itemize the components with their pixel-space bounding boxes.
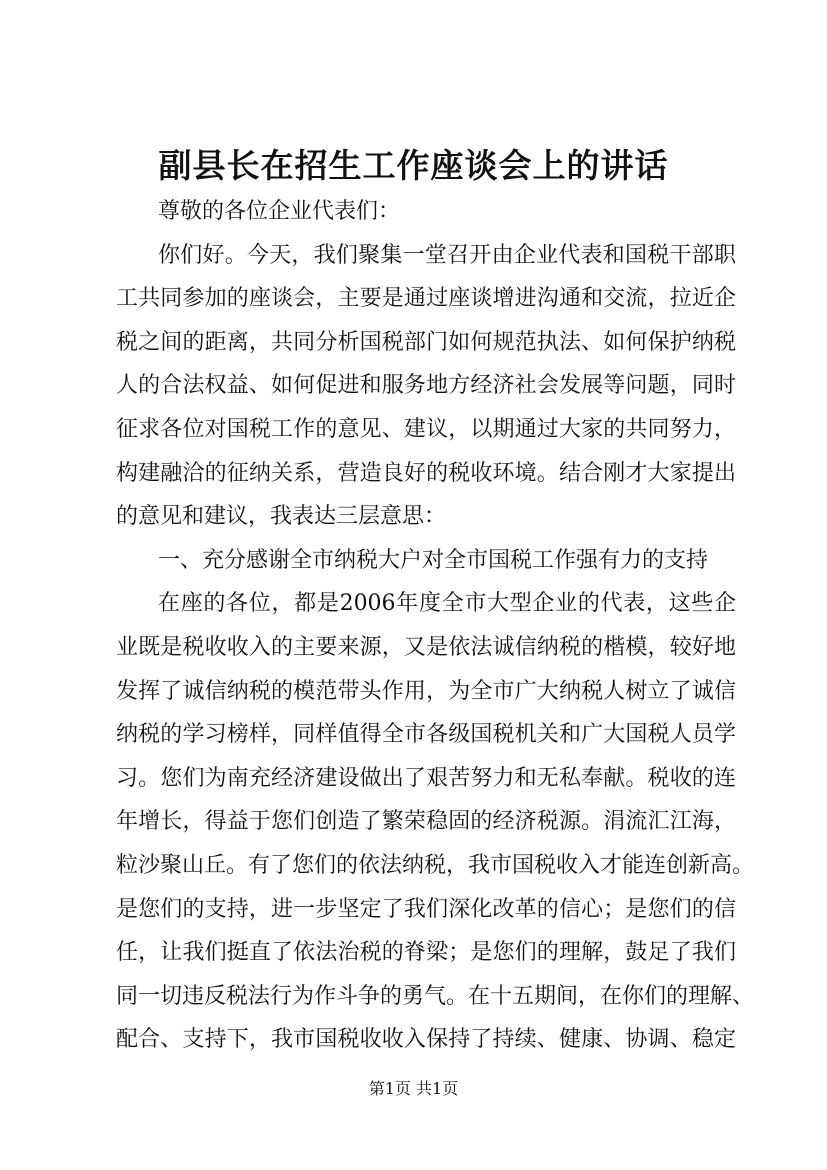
paragraph-line: 你们好。今天，我们聚集一堂召开由企业代表和国税干部职 [158, 242, 736, 268]
paragraph-line: 在座的各位，都是2006年度全市大型企业的代表，这些企 [158, 591, 736, 617]
paragraph-line: 年增长，得益于您们创造了繁荣稳固的经济税源。涓流汇江海， [116, 809, 736, 835]
paragraph-line: 的意见和建议，我表达三层意思： [116, 504, 447, 530]
salutation-line: 尊敬的各位企业代表们： [158, 199, 401, 224]
paragraph-line: 习。您们为南充经济建设做出了艰苦努力和无私奉献。税收的连 [116, 765, 736, 791]
document-title: 副县长在招生工作座谈会上的讲话 [158, 146, 669, 185]
paragraph-line: 税之间的距离，共同分析国税部门如何规范执法、如何保护纳税 [116, 329, 736, 355]
paragraph-line: 粒沙聚山丘。有了您们的依法纳税，我市国税收入才能连创新高。 [116, 852, 755, 878]
paragraph-line: 纳税的学习榜样，同样值得全市各级国税机关和广大国税人员学 [116, 722, 736, 748]
paragraph-line: 征求各位对国税工作的意见、建议，以期通过大家的共同努力， [116, 416, 736, 442]
document-body [116, 190, 755, 1062]
paragraph-line: 业既是税收收入的主要来源，又是依法诚信纳税的楷模，较好地 [116, 634, 736, 660]
paragraph-line: 是您们的支持，进一步坚定了我们深化改革的信心；是您们的信 [116, 896, 736, 922]
paragraph-line: 构建融洽的征纳关系，营造良好的税收环境。结合刚才大家提出 [116, 460, 736, 486]
paragraph-line: 人的合法权益、如何促进和服务地方经济社会发展等问题，同时 [116, 373, 736, 399]
page-number-footer: 第1页 共1页 [368, 1079, 459, 1098]
paragraph-line: 工共同参加的座谈会，主要是通过座谈增进沟通和交流，拉近企 [116, 286, 736, 312]
paragraph-line: 同一切违反税法行为作斗争的勇气。在十五期间，在你们的理解、 [116, 983, 755, 1009]
section-heading: 一、充分感谢全市纳税大户对全市国税工作强有力的支持 [158, 547, 709, 573]
paragraph-line: 任，让我们挺直了依法治税的脊梁；是您们的理解，鼓足了我们 [116, 940, 736, 966]
paragraph-line: 配合、支持下，我市国税收收入保持了持续、健康、协调、稳定 [116, 1027, 736, 1053]
paragraph-line: 发挥了诚信纳税的模范带头作用，为全市广大纳税人树立了诚信 [116, 678, 736, 704]
